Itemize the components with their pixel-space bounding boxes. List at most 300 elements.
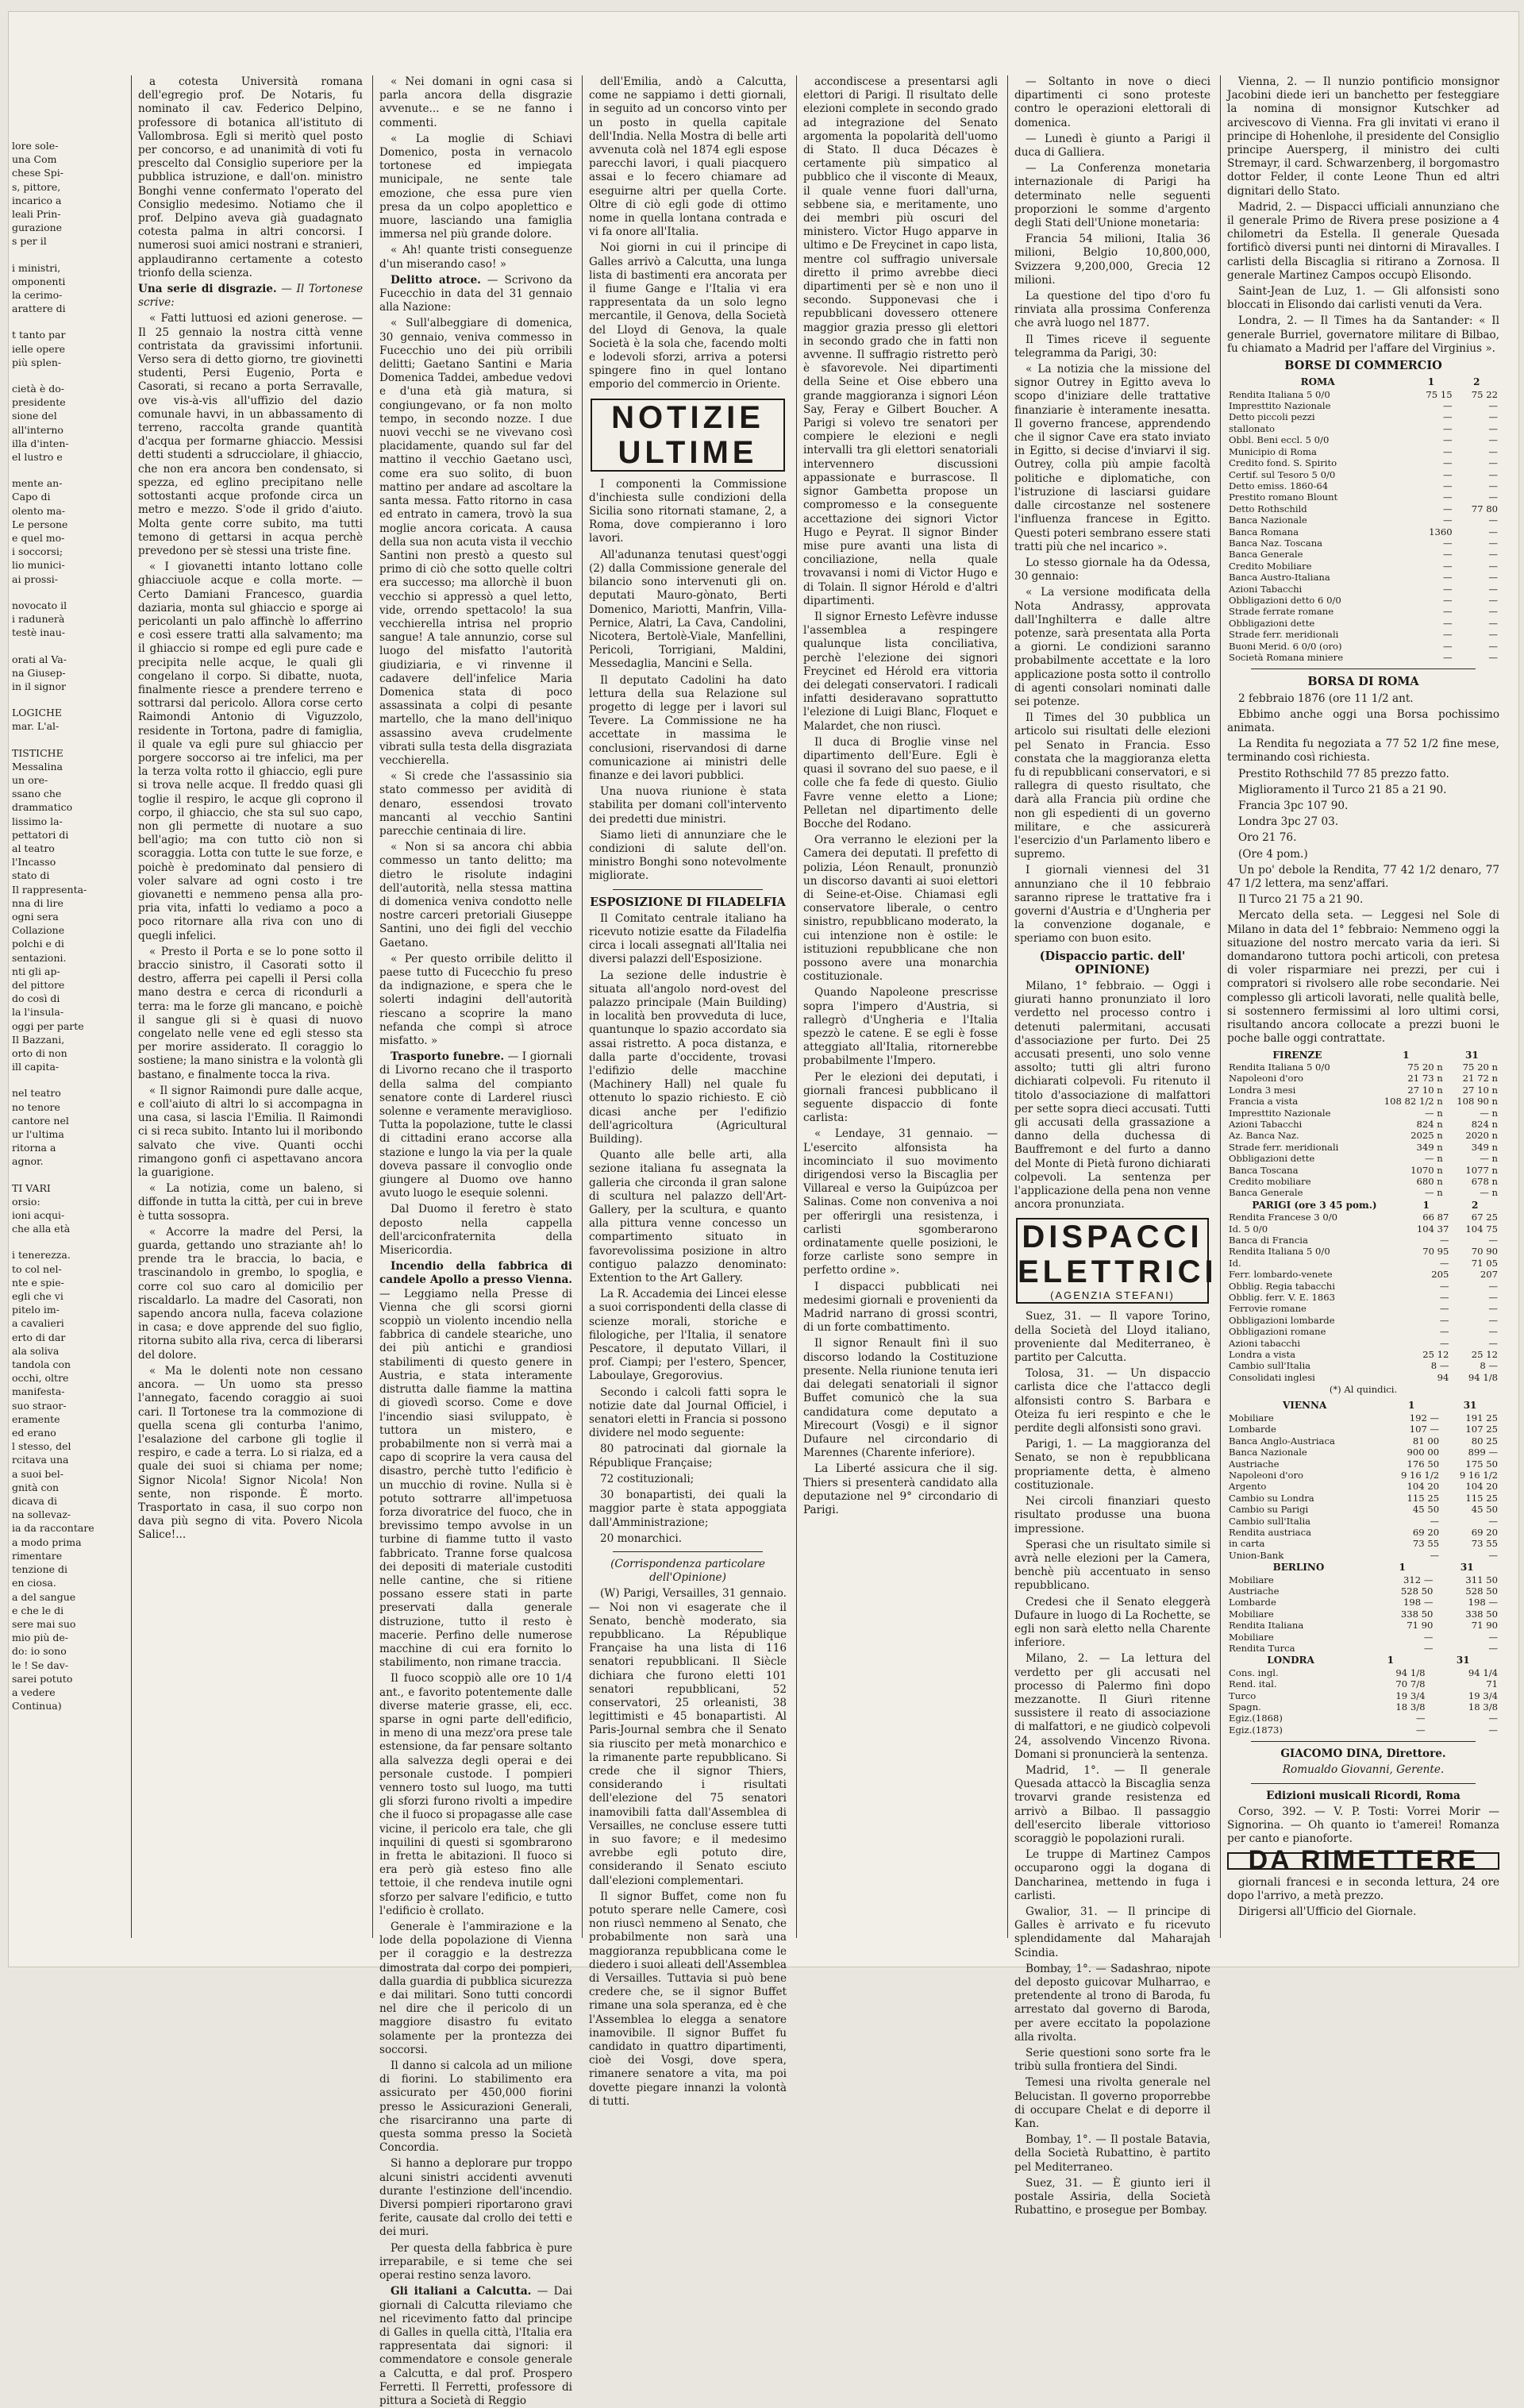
cut-line: Il Bazzani, (12, 1033, 65, 1046)
paragraph: « La moglie di Schiavi Domenico, posta in vernacolo tortonese ed impiegata municipale, ne sente tale emozione, che essa pure vien presa da un colpo apoplettico e muore, lasciando una famiglia immersa nel più grande dolore. (379, 132, 572, 241)
londra-label: LONDRA (1267, 1655, 1314, 1666)
market-security-name: Rendita Francese 3 0/0 (1229, 1212, 1337, 1223)
col3-rule-2 (613, 1551, 763, 1552)
paragraph: Siamo lieti di annunziare che le condizioni di salute dell'on. ministro Bonghi sono notevolmente migliorate. (589, 828, 787, 883)
cut-line: un ore- (12, 773, 48, 786)
paragraph: « Nei domani in ogni casa si parla ancora della disgrazie avvenute... e se ne fanno i commenti. (379, 75, 572, 129)
market-price: 45 50 (1471, 1504, 1498, 1516)
market-row (1227, 1597, 1499, 1608)
paragraph: La R. Accademia dei Lincei elesse a suoi corrispondenti della classe di scienze morali, storiche e filologiche, per l'Italia, il senatore Pescatore, il deputato Villari, il prof. Ciampi; per l'estero, Spencer, Laboulaye, Gregorovius. (589, 1288, 787, 1383)
market-price: — (1488, 1631, 1498, 1643)
market-price: 900 00 (1407, 1447, 1440, 1458)
cut-line: egli che vi (12, 1290, 64, 1303)
paragraph: Londra 3pc 27 03. (1238, 815, 1339, 829)
market-security-name: Prestito romano Blount (1229, 491, 1338, 503)
market-price: 205 (1431, 1269, 1449, 1281)
paragraph: (Ore 4 pom.) (1238, 847, 1308, 861)
cut-line: Messalina (12, 760, 63, 772)
cut-line: cietà è do- (12, 383, 64, 395)
roma-head-row (1227, 376, 1499, 388)
market-row (1227, 1281, 1499, 1292)
market-price: 678 n (1471, 1175, 1498, 1187)
market-row (1227, 1235, 1499, 1246)
market-price: 18 3/8 (1395, 1701, 1426, 1713)
market-row (1227, 1724, 1499, 1736)
agenzia-stefani-label: (AGENZIA STEFANI) (1050, 1289, 1175, 1302)
market-price: — (1415, 1713, 1426, 1724)
paragraph: Milano, 1° febbraio. — Oggi i giurati hanno pronunziato il loro verdetto nel processo contro i detenuti palermitani, accusati d'associazione per furto. Dei 25 accusati presenti, uno solo venne assolto; tutti gli altri furono dichiarati colpevoli. Fu ritenuto il titolo d'associazione di malfattori per sette sopra dieci accusati. Tutti gli accusati della grassazione a danno della duchessa di Bauffremont e del furto a danno del Monte di Pietà furono dichiarati colpevoli. La sentenza per l'applicazione della pena non venne ancora pronunziata. (1014, 980, 1210, 1212)
market-price: — (1488, 640, 1498, 652)
market-price: — (1488, 549, 1498, 561)
market-price: 191 25 (1465, 1412, 1498, 1424)
market-row (1227, 1360, 1499, 1371)
market-security-name: Credito fond. S. Spirito (1229, 457, 1337, 469)
paragraph: Milano, 2. — La lettura del verdetto per gli accusati nel processo di Palermo finì dopo mezzanotte. Il Giurì ritenne sussistere il reato di associazione di malfattori, e ne giudicò colpevoli 24, assolvendo Vincenzo Rivona. Domani si pronuncierà la sentenza. (1014, 1652, 1210, 1761)
market-price: — (1443, 572, 1453, 584)
cut-line: ala soliva (12, 1344, 60, 1357)
firenze-col-2: 31 (1465, 1049, 1479, 1061)
col5-paras (1014, 75, 1210, 946)
cut-line: TISTICHE (12, 746, 64, 759)
market-row (1227, 1142, 1499, 1153)
market-price: — (1439, 1326, 1449, 1338)
paragraph: « Ah! quante tristi conseguenze d'un miserando caso! » (379, 244, 572, 271)
cut-line: presidente (12, 396, 66, 409)
cut-line: la cerimo- (12, 289, 63, 302)
paragraph: La questione del tipo d'oro fu rinviata alla prossima Conferenza che avrà luogo nel 1877. (1014, 290, 1210, 330)
cut-line (12, 693, 99, 706)
market-row (1227, 1119, 1499, 1130)
cut-line: sere mai suo (12, 1617, 76, 1630)
market-row (1227, 526, 1499, 537)
market-price: — n (1480, 1187, 1498, 1199)
market-security-name: Napoleoni d'oro (1229, 1073, 1303, 1085)
market-row (1227, 1187, 1499, 1198)
market-security-name: Rendita Italiana 5 0/0 (1229, 1246, 1330, 1258)
market-security-name: Argento (1229, 1481, 1267, 1493)
cut-line: Capo di (12, 491, 51, 503)
cut-line: orsio: (12, 1195, 40, 1208)
paragraph: Una nuova riunione è stata stabilita per domani coll'intervento dei predetti due ministri. (589, 785, 787, 826)
market-row (1227, 446, 1499, 457)
market-row (1227, 1585, 1499, 1597)
market-security-name: Cambio sull'Italia (1229, 1360, 1311, 1372)
col3-paras (589, 75, 787, 392)
market-price: — n (1480, 1107, 1498, 1119)
col1-headline-disgrazie: Una serie di disgrazie. — Il Tortonese scrive: (138, 283, 363, 310)
market-row (1227, 561, 1499, 572)
column-1 (131, 75, 369, 1938)
market-price: — (1488, 1337, 1498, 1349)
cut-line: illa d'inten- (12, 437, 69, 449)
market-security-name: Banca Generale (1229, 549, 1303, 561)
market-price: — (1488, 572, 1498, 584)
paragraph: Il signor Buffet, come non fu potuto sperare nelle Camere, così non riuscì nemmeno al Senato, che probabilmente non sarà una maggioranza repubblicana come le diedero i suoi alleati dell'Assemblea di Versailles. Tuttavia si può bene credere che, se il signor Buffet rimane una sola speranza, ed è che l'Assemblea lo elegga a senatore inamovibile. Il signor Buffet fu candidato in quattro dipartimenti, cioè dei Vosgi, dove spera, rimanere senatore a vita, ma poi dovette piegare innanzi la volontà di tutti. (589, 1890, 787, 2108)
parigi-head-row (1227, 1199, 1499, 1212)
market-price: — (1488, 537, 1498, 549)
col2-headline-trasporto: Trasporto funebre. — I giornali di Livorno recano che il trasporto della salma del compianto senatore conte di Larderel riuscì solenne e veramente meraviglioso. Tutta la popolazione, tutte le classi di cittadini erano accorse alla stazione e lungo la via per la quale doveva passare il convoglio onde giungere al Duomo ove hanno avuto luogo le esequie solenni. (379, 1050, 572, 1200)
market-price: — (1439, 1314, 1449, 1326)
market-price: 192 — (1409, 1412, 1440, 1424)
market-security-name: Azioni Tabacchi (1229, 583, 1303, 595)
cut-line: del pittore (12, 978, 65, 991)
market-price: 18 3/8 (1468, 1701, 1498, 1713)
cut-line: drammatico (12, 801, 73, 814)
paragraph: Parigi, 1. — La maggioranza del Senato, se non è repubblicana propriamente detta, è almeno costituzionale. (1014, 1438, 1210, 1492)
market-price: — (1443, 422, 1453, 434)
cut-line: mar. L'al- (12, 720, 60, 733)
market-price: — (1488, 400, 1498, 412)
cut-line (12, 369, 99, 382)
market-security-name: Londra a vista (1229, 1349, 1296, 1361)
market-price: 21 72 n (1462, 1073, 1498, 1085)
paragraph: Il signor Ernesto Lefèvre indusse l'assemblea a respingere qualunque lista conciliativa, perchè l'elezione dei signori Freycinet ed Hérold era vittoria dei delegati conservatori. I radicali infatti desideravano soprattutto l'elezione di Luigi Blanc, Floquet e Malardet, che non riuscì. (803, 610, 998, 733)
paragraph: Sperasi che un risultato simile si avrà nelle elezioni per la Camera, benchè più accentuato in senso repubblicano. (1014, 1538, 1210, 1593)
cut-line: ioni acqui- (12, 1209, 65, 1222)
market-security-name: Az. Banca Naz. (1229, 1130, 1299, 1142)
market-price: — (1443, 468, 1453, 480)
paragraph: Dirigersi all'Ufficio del Giornale. (1238, 1905, 1417, 1919)
market-row (1227, 1096, 1499, 1107)
cut-line: leali Prin- (12, 208, 61, 221)
market-security-name: Buoni Merid. 6 0/0 (oro) (1229, 640, 1342, 652)
market-security-name: Banca Generale (1229, 1187, 1303, 1199)
market-row (1227, 1258, 1499, 1269)
paragraph: « Il signor Raimondi pure dalle acque, e coll'aiuto di altri lo si accompagna in una casa, si lascia l'Emilia. Il Raimondi ci si reca subito. Intanto lui il moribondo salvato che vive. Quanti occhi rimangono gonfi ci aspettavano ancora la guarigione. (138, 1084, 363, 1180)
corrispondenza-label: (Corrispondenza particolare dell'Opinione) (610, 1557, 765, 1585)
cut-line: a suoi bel- (12, 1467, 64, 1480)
paragraph: Bombay, 1°. — Sadashrao, nipote del deposto guicovar Mulharrao, e pretendente al trono di Baroda, fu arrestato dal governo di Baroda, per avere eccitato la popolazione alla rivolta. (1014, 1962, 1210, 2044)
market-price: — (1488, 422, 1498, 434)
vienna-col-2: 31 (1463, 1400, 1477, 1412)
market-price: — (1423, 1643, 1434, 1655)
roma-col-1: 1 (1427, 376, 1435, 388)
direttore-line: GIACOMO DINA, Direttore. (1280, 1747, 1446, 1761)
market-row (1227, 1678, 1499, 1689)
market-price: 312 — (1403, 1574, 1434, 1585)
market-price: — (1430, 1549, 1440, 1561)
col5-paras2 (1014, 980, 1210, 1212)
market-price: — (1488, 1515, 1498, 1527)
market-security-name: stallonato (1229, 422, 1275, 434)
cut-line: do così di (12, 992, 60, 1005)
paragraph: « Lendaye, 31 gennaio. — L'esercito alfonsista ha incominciato il suo movimento dirigendosi verso la Biscaglia per Villareal e verso la Guipúzcoa per Salinas. Come non conveniva a noi per offerirgli una resistenza, i carlisti sgomberarono ordinatamente quelle posizioni, le forze carliste sono sempre in perfetto ordine ». (803, 1127, 998, 1277)
paragraph: Secondo i calcoli fatti sopra le notizie date dal Journal Officiel, i senatori eletti in Francia si possono dividere nel modo seguente: (589, 1385, 787, 1440)
cut-line: ed erano (12, 1427, 56, 1439)
paragraph: Miglioramento il Turco 21 85 a 21 90. (1238, 783, 1447, 796)
market-price: — (1488, 629, 1498, 641)
parigi-table (1227, 1199, 1499, 1384)
market-price: — (1443, 652, 1453, 664)
market-row (1227, 1667, 1499, 1678)
market-price: — (1488, 606, 1498, 618)
cut-line: nte e spie- (12, 1276, 64, 1289)
cut-line: olento ma- (12, 504, 66, 517)
londra-col-1: 1 (1387, 1655, 1394, 1666)
col2-paras (379, 75, 572, 272)
market-price: 75 20 n (1407, 1061, 1443, 1073)
market-security-name: Ferrovie romane (1229, 1303, 1307, 1315)
londra-table (1227, 1654, 1499, 1736)
rimettere-paras (1227, 1876, 1499, 1920)
market-price: 104 20 (1407, 1481, 1440, 1493)
market-price: 73 55 (1412, 1538, 1440, 1550)
market-security-name: Rendita Turca (1229, 1643, 1295, 1655)
paragraph: I dispacci pubblicati nei medesimi giornali e provenienti da Madrid narrano di grossi scontri, di un forte combattimento. (803, 1280, 998, 1335)
market-security-name: Cons. ingl. (1229, 1666, 1279, 1678)
col3-paras3 (589, 912, 787, 1546)
market-price: — (1488, 652, 1498, 664)
market-price: 94 1/4 (1468, 1666, 1498, 1678)
market-price: — (1443, 594, 1453, 606)
cut-line (12, 734, 99, 746)
market-row (1227, 503, 1499, 514)
market-security-name: Strade ferr. meridionali (1229, 1141, 1339, 1153)
market-price: 71 05 (1471, 1257, 1498, 1269)
cut-line (12, 315, 99, 328)
market-price: — (1443, 411, 1453, 423)
cut-line: Le persone (12, 518, 68, 530)
cut-line (12, 586, 99, 599)
market-security-name: Banca Toscana (1229, 1164, 1299, 1176)
market-security-name: Banca Romana (1229, 526, 1299, 537)
market-price: 77 80 (1471, 503, 1498, 514)
market-row (1227, 1493, 1499, 1504)
cut-line: a modo prima (12, 1535, 82, 1548)
cut-line: tenzione di (12, 1563, 68, 1576)
paragraph: « Per questo orribile delitto il paese tutto di Fucecchio fu preso da indignazione, e spera che le solerti indagini dell'autorità riescano a scoprire la mano nefanda che compì sì atroce misfatto. » (379, 952, 572, 1048)
paragraph: 30 bonapartisti, dei quali la maggior parte è stata appoggiata dall'Amministrazione; (589, 1489, 787, 1529)
paragraph: Lo stesso giornale ha da Odessa, 30 gennaio: (1014, 556, 1210, 584)
market-price: 528 50 (1400, 1585, 1434, 1597)
market-security-name: Obbligazioni lombarde (1229, 1314, 1335, 1326)
market-price: 104 20 (1465, 1481, 1498, 1493)
market-security-name: in carta (1229, 1538, 1265, 1550)
filadelfia-header: ESPOSIZIONE DI FILADELFIA (590, 895, 786, 909)
cut-line: ogni sera (12, 910, 59, 923)
market-security-name: Detto piccoli pezzi (1229, 411, 1315, 423)
market-price: 338 50 (1465, 1608, 1498, 1620)
market-security-name: Egiz.(1873) (1229, 1724, 1283, 1736)
market-row (1227, 1153, 1499, 1164)
edizioni-detail: Corso, 392. — V. P. Tosti: Vorrei Morir — Signorina. — Oh quanto io t'amerei! Romanza per canto e pianoforte. (1227, 1805, 1499, 1846)
paragraph: Ora verranno le elezioni per la Camera dei deputati. Il prefetto di polizia, Léon Renault, pronunziò un discorso davanti ai suoi elettori di Seine-et-Oise. Chiamasi egli conservatore liberale, o centro sinistro, repubblicano moderato, la cui intenzione non è ostile: le istituzioni repubblicane che non possono avere una monarchia costituzionale. (803, 834, 998, 984)
market-security-name: Banca Anglo-Austriaca (1229, 1435, 1335, 1447)
market-row (1227, 400, 1499, 411)
market-price: — (1443, 457, 1453, 469)
dispacci-elettrici-title: DISPACCI ELETTRICI (1018, 1219, 1218, 1290)
market-price: 107 — (1409, 1424, 1440, 1435)
market-security-name: Turco (1229, 1689, 1257, 1701)
market-row (1227, 1527, 1499, 1538)
market-price: 70 95 (1422, 1246, 1449, 1258)
market-row (1227, 1292, 1499, 1303)
market-price: 338 50 (1400, 1608, 1434, 1620)
market-price: — (1488, 1280, 1498, 1292)
market-price: 115 25 (1407, 1492, 1440, 1504)
market-row (1227, 457, 1499, 468)
paragraph: accondiscese a presentarsi agli elettori di Parigi. Il risultato delle elezioni complete in secondo grado ad integrazione del Senato argomenta la popolarità dell'uomo di Stato. Il duca Décazes è certamente più simpatico al pubblico che il visconte di Meaux, il quale venne fuori dall'urna, sebbene sia, e meritamente, uno dei membri più oscuri del ministero. Victor Hugo apparve in ultimo e De Freycinet in capo lista, mentre col suffragio universale diretto il primo avrebbe dieci dipartimenti per sè e non uno il secondo. Supponevasi che i repubblicani dovessero ottenere maggior grazia presso gli elettori in secondo grado che in fatti non avvenne. Il suffragio ristretto però è sfavorevole. Nei dipartimenti della Seine et Oise ebbero una grande maggioranza i signori Léon Say, Feray e Gilbert Boucher. A Parigi si volevo tre senatori per compiere le elezioni e negli intervalli tra gli elettori senatoriali intervennero discussioni appassionate e burrascose. Il signor Gambetta propose un compromesso e la conseguente accettazione dei signori Victor Hugo e Peyrat. Il signor Binder mise pure avanti una lista di conciliazione, nella quale trovavansi i nomi di Victor Hugo e di Tolain. Il signor Hérold e d'altri dipartimenti. (803, 75, 998, 607)
market-price: — (1488, 1713, 1498, 1724)
market-row (1227, 1713, 1499, 1724)
market-security-name: Id. 5 0/0 (1229, 1223, 1268, 1235)
col1-paras2 (138, 312, 363, 1542)
market-row (1227, 1338, 1499, 1349)
market-price: 2020 n (1465, 1130, 1498, 1142)
cut-line: el lustro e (12, 451, 63, 464)
market-price: 198 — (1468, 1597, 1498, 1609)
cut-line: e quel mo- (12, 532, 65, 545)
col6-paras (1227, 75, 1499, 356)
paragraph: Madrid, 2. — Dispacci ufficiali annunziano che il generale Primo de Rivera prese posizione a 4 chilometri da Estella. Il generale Quesada fortificò diversi punti nei dintorni di Miravalles. I carlisti della Biscaglia si ritirano a Zornosa. Il generale Martinez Campos occupò Elisondo. (1227, 200, 1499, 282)
market-price: — (1488, 1549, 1498, 1561)
market-price: — (1443, 560, 1453, 572)
paragraph: dell'Emilia, andò a Calcutta, come ne sappiamo i detti giornali, in seguito ad un concorso vinto per un posto in quella capitale dell'India. Nella Mostra di belle arti avvenuta colà nel 1874 egli espose parecchi lavori, i quali piacquero assai e lo fecero chiamare ad eseguirne altri per quella Corte. Oltre di ciò egli gode di ottimo nome in quella lontana contrada e vi fa onore all'Italia. (589, 75, 787, 239)
market-row (1227, 1326, 1499, 1337)
market-price: — (1488, 560, 1498, 572)
berlino-col-2: 31 (1460, 1562, 1474, 1574)
market-price: — (1443, 640, 1453, 652)
paragraph: « Accorre la madre del Persi, la guarda, gettando uno straziante ah! lo prende tra le braccia, lo bacia, e trascinandolo in grembo, lo spoglia, e corre col suo caro al domicilio per riscaldarlo. La madre del Casorati, non sapendo ancora nulla, faceva colazione in casa; e dove apprende del suo figlio, ritorna subito alla riva, cerca di liberarsi del dolore. (138, 1225, 363, 1362)
market-price: 21 73 n (1407, 1073, 1443, 1085)
market-price: 25 12 (1422, 1349, 1449, 1361)
market-row (1227, 1108, 1499, 1119)
market-security-name: Rend. ital. (1229, 1678, 1277, 1690)
paragraph: Il Times riceve il seguente telegramma da Parigi, 30: (1014, 333, 1210, 360)
cut-line: mente an- (12, 477, 63, 490)
berlino-table (1227, 1561, 1499, 1654)
cut-line: gnità con (12, 1481, 60, 1493)
col3-rule (613, 889, 763, 890)
col6-rule-3 (1251, 1783, 1476, 1784)
market-security-name: Impresttito Nazionale (1229, 400, 1331, 412)
market-price: — (1488, 480, 1498, 491)
market-price: — (1439, 1280, 1449, 1292)
col3-paras4 (589, 1587, 787, 2109)
market-price: — (1443, 445, 1453, 457)
paragraph: Vienna, 2. — Il nunzio pontificio monsignor Jacobini diede ieri un banchetto per festeggiare la nomina di monsignor Kutschker ad arcivescovo di Vienna. Fra gli invitati vi erano il principe di Hohenlohe, il presidente del Consiglio principe Auersperg, il ministro dei culti Stremayr, il card. Schwarzenberg, il borgomastro dottor Felder, il conte Leone Thun ed altri dignitari dello Stato. (1227, 75, 1499, 198)
cut-line: Collazione (12, 924, 65, 937)
market-row (1227, 1643, 1499, 1654)
market-security-name: Credito Mobiliare (1229, 560, 1312, 572)
paragraph: (W) Parigi, Versailles, 31 gennaio. — Noi non vi esagerate che il Senato, benchè moderato, sia repubblicano. La République Française ha una lista di 116 senatori repubblicani. Il Siècle dichiara che furono eletti 101 senatori repubblicani, 52 conservatori, 25 orleanisti, 38 legittimisti e 45 bonapartisti. Al Paris-Journal sembra che il Senato sia riuscito per metà monarchico e la rimanente parte repubblicano. Si crede che il signor Thiers, considerando i risultati dell'elezione del 75 senatori inamovibili fatta dall'Assemblea di Versailles, ne concluse essere tutti in suo favore; e il medesimo avrebbe egli potuto dire, considerando il Senato esciuto dall'elezioni complementari. (589, 1587, 787, 1887)
market-security-name: Rendita austriaca (1229, 1526, 1311, 1538)
cut-line (12, 1073, 99, 1086)
left-cut-lines (12, 139, 99, 1713)
paragraph: Francia 3pc 107 90. (1238, 799, 1349, 813)
cut-line: sione del (12, 410, 57, 422)
parigi-note: (*) Al quindici. (1329, 1384, 1398, 1396)
market-security-name: Rendita Italiana 5 0/0 (1229, 388, 1330, 400)
paragraph: All'adunanza tenutasi quest'oggi (2) dalla Commissione generale del bilancio sono intervenuti gli on. deputati Mauro-gònato, Berti Domenico, Mariotti, Manfrin, Villa-Pernice, Alatri, La Cava, Candolini, Nicotera, Bertolè-Viale, Manfellini, Pericoli, Torrigiani, Maldini, Messedaglia, Mancini e Sella. (589, 548, 787, 671)
market-price: — (1488, 1314, 1498, 1326)
paragraph: Madrid, 1°. — Il generale Quesada attaccò la Biscaglia senza trovarvi grande resistenza ed arrivò a Bilbao. Il passaggio dell'esercito liberale vittorioso scoraggiò le popolazioni rurali. (1014, 1763, 1210, 1845)
market-security-name: Banca Naz. Toscana (1229, 537, 1323, 549)
market-row (1227, 434, 1499, 445)
market-security-name: Obblig. Regia tabacchi (1229, 1280, 1335, 1292)
market-price: 176 50 (1407, 1458, 1440, 1470)
cut-line: testè inau- (12, 626, 66, 639)
market-price: — n (1425, 1153, 1443, 1165)
market-row (1227, 1447, 1499, 1458)
market-price: — (1443, 606, 1453, 618)
paragraph: Gwalior, 31. — Il principe di Galles è arrivato e fu ricevuto splendidamente dal Maharajah Scindia. (1014, 1905, 1210, 1959)
cut-line: in il signor (12, 680, 66, 692)
market-security-name: Certif. sul Tesoro 5 0/0 (1229, 468, 1336, 480)
paragraph: Quanto alle belle arti, alla sezione italiana fu assegnata la galleria che circonda il gran salone di scultura nel palazzo dell'Art-Gallery, per la scultura, e quanto alla pittura venne concesso un compartimento situato in favorevolissima posizione in altro contiguo palazzo denominato: Extention to the Art Gallery. (589, 1149, 787, 1285)
paragraph: « Si crede che l'assassinio sia stato commesso per avidità di denaro, essendosi trovato mancanti al vecchio Santini parecchie centinaia di lire. (379, 770, 572, 838)
market-row (1227, 1223, 1499, 1235)
market-security-name: Id. (1229, 1257, 1241, 1269)
col1-paras (138, 75, 363, 280)
notizie-ultime-header: NOTIZIE ULTIME (591, 399, 785, 472)
market-price: 349 n (1471, 1141, 1498, 1153)
market-price: 104 37 (1416, 1223, 1449, 1235)
cut-line: erto di dar (12, 1331, 66, 1343)
market-price: 1360 (1429, 526, 1453, 537)
market-price: 81 00 (1412, 1435, 1440, 1447)
paragraph: Le truppe di Martinez Campos occuparono oggi la dogana di Dancharinea, mettendo in fuga i carlisti. (1014, 1848, 1210, 1902)
market-row (1227, 595, 1499, 606)
market-row (1227, 1303, 1499, 1314)
market-security-name: Società Romana miniere (1229, 652, 1344, 664)
paragraph: Suez, 31. — Il vapore Torino, della Società del Lloyd italiano, proveniente dal Mediterraneo, è partito per Calcutta. (1014, 1310, 1210, 1365)
cut-line: omponenti (12, 275, 66, 287)
market-security-name: Detto Rothschild (1229, 503, 1307, 514)
market-security-name: Banca Austro-Italiana (1229, 572, 1330, 584)
col2-paras3 (379, 1672, 572, 2283)
cut-line: oggi per parte (12, 1019, 84, 1032)
market-security-name: Banca di Francia (1229, 1235, 1308, 1246)
market-security-name: Strade ferrate romane (1229, 606, 1334, 618)
cut-line: occhi, oltre (12, 1372, 69, 1385)
vienna-head-row (1227, 1399, 1499, 1412)
cut-line: eramente (12, 1412, 60, 1425)
col2-trasporto-tail: Dal Duomo il feretro è stato deposto nella cappella dell'arciconfraternita della Misericordia. (379, 1203, 572, 1258)
market-price: — (1488, 514, 1498, 526)
market-price: 69 20 (1471, 1526, 1498, 1538)
market-price: — (1488, 594, 1498, 606)
cut-line: le ! Se dav- (12, 1659, 69, 1671)
market-price: 1077 n (1465, 1164, 1498, 1176)
market-row (1227, 1574, 1499, 1585)
vienna-label: VIENNA (1282, 1400, 1327, 1412)
paragraph: La sezione delle industrie è situata all'angolo nord-ovest del palazzo principale (Main Building) in località ben provveduta di luce, quantunque lo spazio accordato sia assai ristretto. A poca distanza, e dalla parte d'occidente, trovasi l'edifizio delle macchine (Machinery Hall) nel quale fu ottenuto lo spazio richiesto. E ciò dicasi anche per l'edifizio dell'agricoltura (Agricultural Building). (589, 969, 787, 1146)
market-security-name: Azioni Tabacchi (1229, 1118, 1303, 1130)
market-price: — (1488, 617, 1498, 629)
market-row (1227, 618, 1499, 629)
market-row (1227, 1538, 1499, 1549)
market-price: 1070 n (1410, 1164, 1443, 1176)
cut-line: pettatori di (12, 828, 69, 841)
cut-line: s, pittore, (12, 180, 61, 193)
market-price: — (1443, 629, 1453, 641)
cut-line: na Giusep- (12, 666, 66, 679)
market-security-name: Rendita Italiana 5 0/0 (1229, 1061, 1330, 1073)
market-price: — (1443, 400, 1453, 412)
market-row (1227, 1458, 1499, 1470)
market-row (1227, 389, 1499, 400)
cut-line: ielle opere (12, 342, 66, 355)
market-security-name: Cambio su Londra (1229, 1492, 1314, 1504)
paragraph: « Ma le dolenti note non cessano ancora. — Un uomo sta presso l'annegato, facendo coraggio ai suoi cari. Il Tortonese tra la commozione di quella scena gli conturba l'animo, l'esalazione del carbone gli toglie il respiro, e cade a terra. Lo si rialza, ed a quale dei suoi si chiama per nome; Signor Nicola! Signor Nicola! Non sente, non risponde. È morto. Trasportato in casa, il suo corpo non dava più segno di vita. Povero Nicola Salice!... (138, 1364, 363, 1542)
paragraph: I componenti la Commissione d'inchiesta sulle condizioni della Sicilia sono ritornati stamane, 2, a Roma, dove compieranno i loro lavori. (589, 477, 787, 545)
cut-line: novocato il (12, 599, 67, 611)
cut-line: orati al Va- (12, 653, 67, 665)
market-price: 899 — (1468, 1447, 1498, 1458)
cut-line: lio munici- (12, 559, 65, 572)
paragraph: La Rendita fu negoziata a 77 52 1/2 fine mese, terminando così richiesta. (1227, 738, 1499, 765)
